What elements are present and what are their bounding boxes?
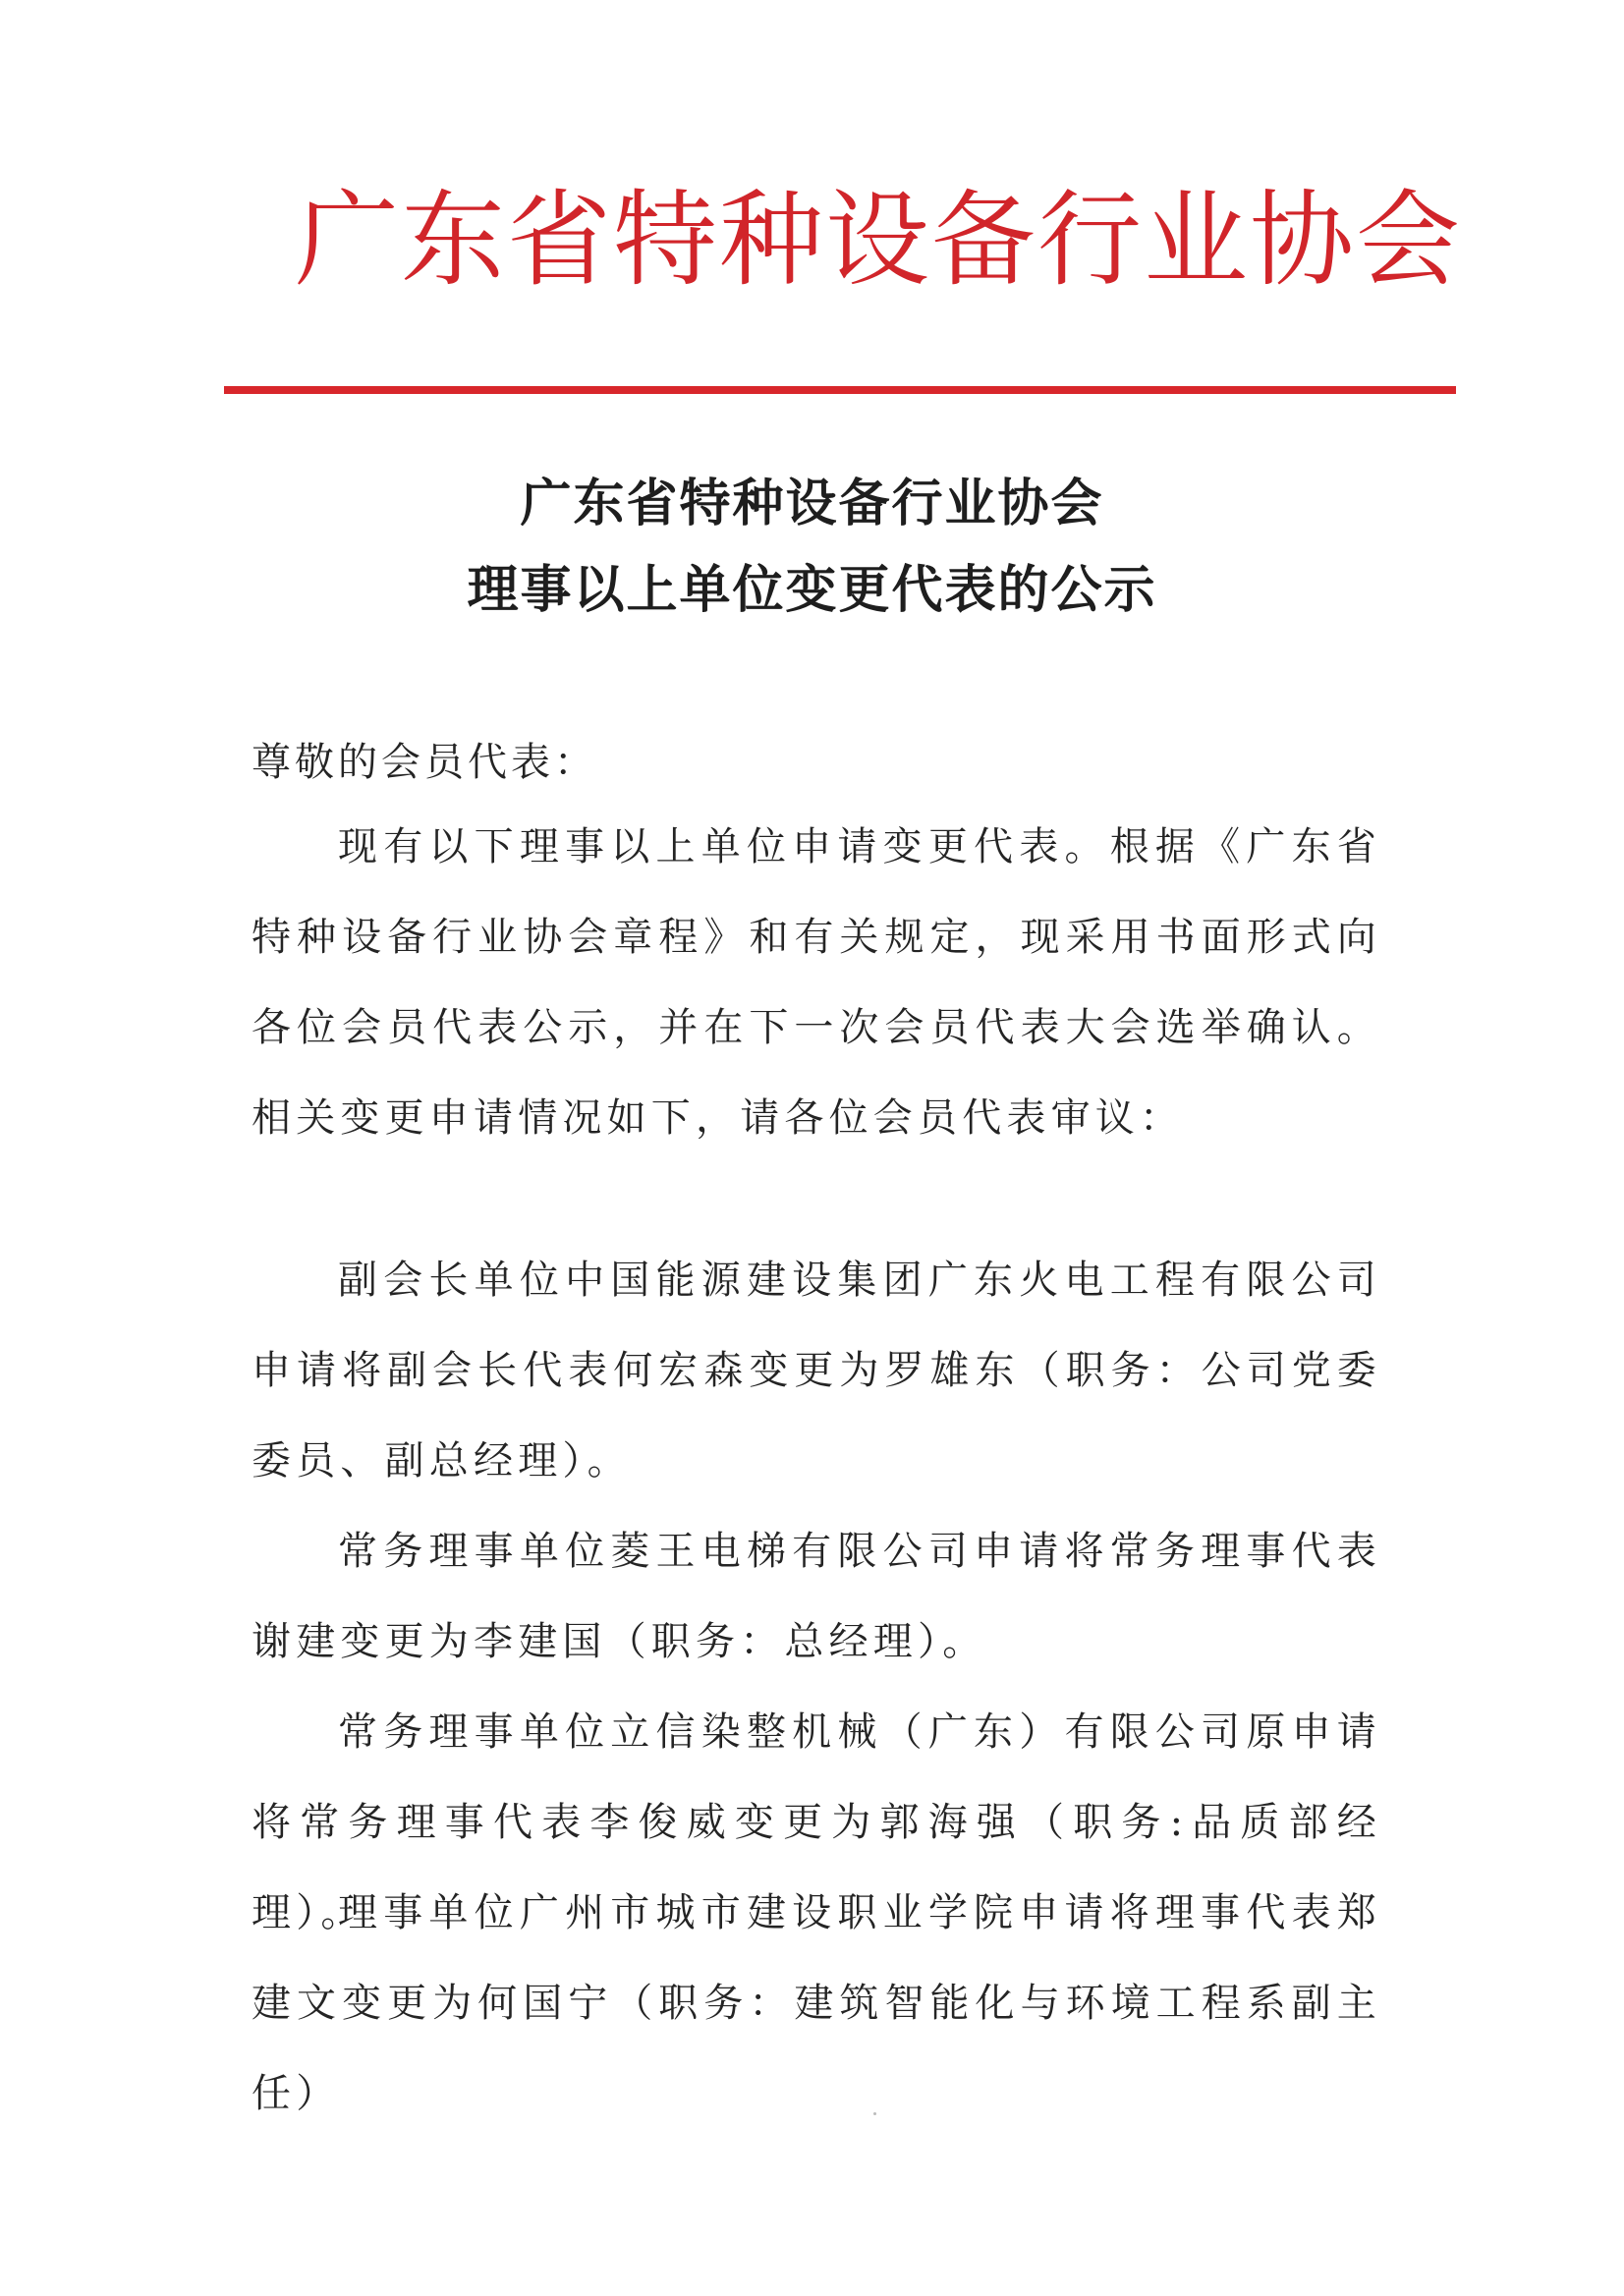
intro-paragraph: 现有以下理事以上单位申请变更代表。根据《广东省特种设备行业协会章程》和有关规定，现采用书面形式向各位会员代表公示，并在下一次会员代表大会选举确认。相关变更申请情况如下，请各位会员代表审议： <box>252 824 1381 1141</box>
document-title-line1: 广东省特种设备行业协会 <box>520 475 1104 533</box>
salutation: 尊敬的会员代表： <box>252 740 597 785</box>
document-title-line2: 理事以上单位变更代表的公示 <box>467 561 1157 620</box>
change-item-paragraph: 常务理事单位菱王电梯有限公司申请将常务理事代表谢建变更为李建国（职务：总经理）。 <box>252 1529 1381 1664</box>
change-item-paragraph: 常务理事单位立信染整机械（广东）有限公司原申请将常务理事代表李俊威变更为郭海强（职务:品质部经理）。 <box>252 1709 1381 1935</box>
change-item-paragraph: 副会长单位中国能源建设集团广东火电工程有限公司申请将副会长代表何宏森变更为罗雄东（职务：公司党委委员、副总经理）。 <box>252 1258 1381 1484</box>
scan-dot <box>873 2112 876 2115</box>
letterhead-red-rule <box>224 386 1456 394</box>
change-item-paragraph: 理事单位广州市城市建设职业学院申请将理事代表郑建文变更为何国宁（职务：建筑智能化与环境工程系副主任） <box>252 1890 1381 2116</box>
letterhead-org-name: 广东省特种设备行业协会 <box>295 180 1462 301</box>
